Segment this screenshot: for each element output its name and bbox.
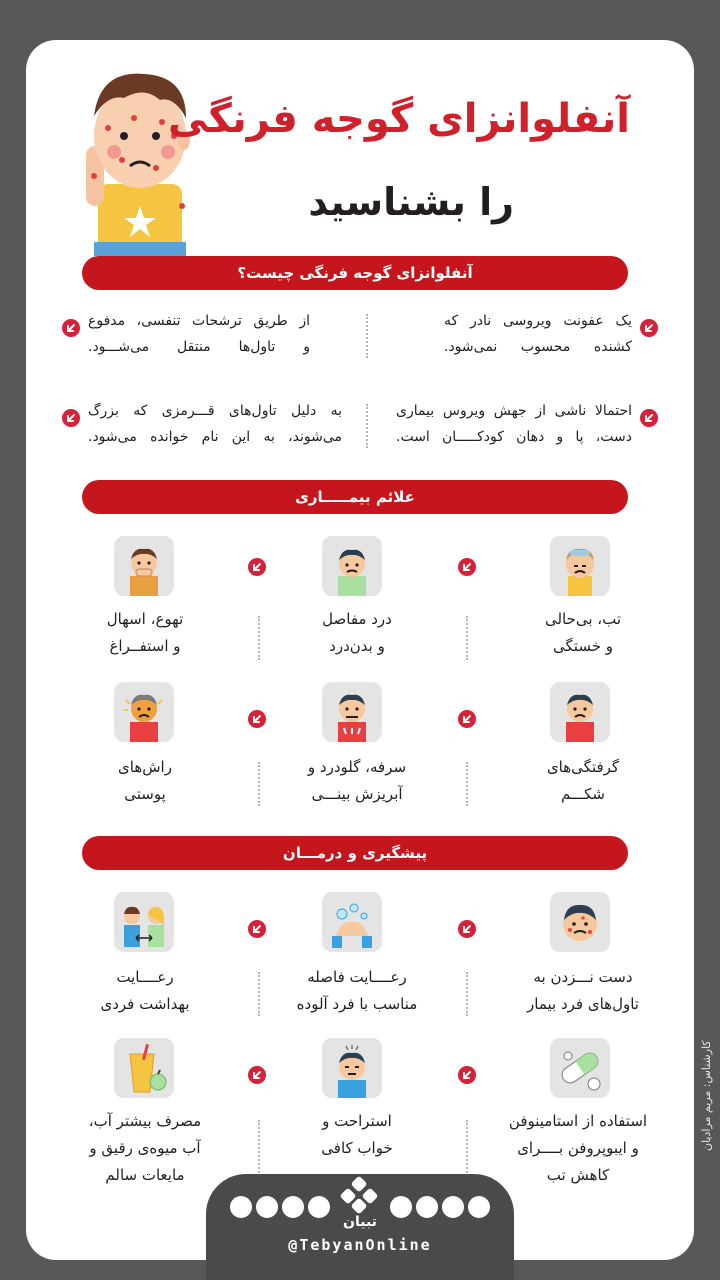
divider <box>258 616 260 660</box>
symptom-caption: گرفتگی‌های شکـــم <box>546 758 620 803</box>
divider <box>366 314 368 358</box>
aparat-icon[interactable] <box>256 1196 278 1218</box>
divider <box>466 972 468 1016</box>
arrow-icon <box>248 1066 266 1084</box>
body-ache-icon <box>322 536 382 596</box>
arrow-icon <box>458 1066 476 1084</box>
cough-icon <box>322 682 382 742</box>
rest-icon <box>322 1038 382 1098</box>
section-banner-symptoms <box>82 480 628 514</box>
infographic-card <box>26 40 694 1260</box>
divider <box>466 1120 468 1180</box>
brand-name: تبیان <box>343 1214 377 1230</box>
arrow-icon <box>640 409 658 427</box>
sick-face-icon <box>550 536 610 596</box>
arrow-icon <box>62 319 80 337</box>
web-icon[interactable] <box>442 1196 464 1218</box>
prevention-caption: مصرف بیشتر آب، آب میوه‌ی رقیق و مایعات سالم <box>88 1112 202 1184</box>
section-title: آنفلوانزای گوجه فرنگی چیست؟ <box>237 264 473 282</box>
page-subtitle: را بشناسید <box>308 180 514 224</box>
sick-boy-illustration <box>64 56 204 256</box>
definition-text: به دلیل تاول‌های قـــرمزی که بزرگ می‌شوند، به این نام خوانده می‌شود. <box>88 403 342 445</box>
section-banner-prevention <box>82 836 628 870</box>
definition-text: از طریق ترشحات تنفسی، مدفوع و تاول‌ها منتقل می‌شـــود. <box>88 313 310 355</box>
tebyan-logo-icon <box>338 1176 380 1218</box>
prevention-caption: استفاده از استامینوفن و ایبوپروفن بــــرای کاهش تب <box>508 1112 648 1184</box>
arrow-icon <box>640 319 658 337</box>
distance-icon <box>114 892 174 952</box>
footer <box>206 1174 514 1280</box>
section-title: علائم بیمـــــاری <box>295 488 415 506</box>
pills-icon <box>550 1038 610 1098</box>
symptom-caption: راش‌های پوستی <box>118 758 172 803</box>
symptom-caption: تهوع، اسهال و استفــراغ <box>106 610 184 655</box>
symptom-caption: تب، بی‌حالی و خستگی <box>544 610 622 655</box>
rash-icon <box>114 682 174 742</box>
divider <box>466 762 468 806</box>
divider <box>466 616 468 660</box>
web-icon[interactable] <box>468 1196 490 1218</box>
social-handle[interactable]: @TebyanOnline <box>288 1236 432 1254</box>
twitter-icon[interactable] <box>416 1196 438 1218</box>
juice-icon <box>114 1038 174 1098</box>
definition-text: یک عفونت ویروسی نادر که کشنده محسوب نمی‌شود. <box>444 313 632 355</box>
divider <box>366 404 368 448</box>
divider <box>258 1120 260 1180</box>
arrow-icon <box>248 558 266 576</box>
arrow-icon <box>458 920 476 938</box>
divider <box>258 972 260 1016</box>
section-title: پیشگیری و درمـــان <box>282 844 428 862</box>
blister-face-icon <box>550 892 610 952</box>
section-banner-what-is <box>82 256 628 290</box>
arrow-icon <box>62 409 80 427</box>
prevention-caption: رعــــایت فاصله مناسب با فرد آلوده <box>296 968 418 1013</box>
prevention-caption: رعــــایت بهداشت فردی <box>100 968 190 1013</box>
symptom-caption: سرفه، گلودرد و آبریزش بینـــی <box>307 758 407 803</box>
eitaa-icon[interactable] <box>282 1196 304 1218</box>
page-title: آنفلوانزای گوجه فرنگی <box>167 96 630 142</box>
symptom-caption: درد مفاصل و بدن‌درد <box>322 610 392 655</box>
definition-text: احتمالا ناشی از جهش ویروس بیماری دست، پا و دهان کودکـــــان است. <box>396 403 632 445</box>
prevention-caption: دست نـــزدن به تاول‌های فرد بیمار <box>527 968 639 1013</box>
nausea-icon <box>114 536 174 596</box>
arrow-icon <box>458 558 476 576</box>
arrow-icon <box>458 710 476 728</box>
arrow-icon <box>248 920 266 938</box>
prevention-caption: استراحت و خواب کافی <box>321 1112 393 1157</box>
arrow-icon <box>248 710 266 728</box>
divider <box>258 762 260 806</box>
hand-wash-icon <box>322 892 382 952</box>
credit-text: کارشناس: مریم مرادیان <box>700 1040 713 1151</box>
instagram-icon[interactable] <box>230 1196 252 1218</box>
stomach-cramp-icon <box>550 682 610 742</box>
